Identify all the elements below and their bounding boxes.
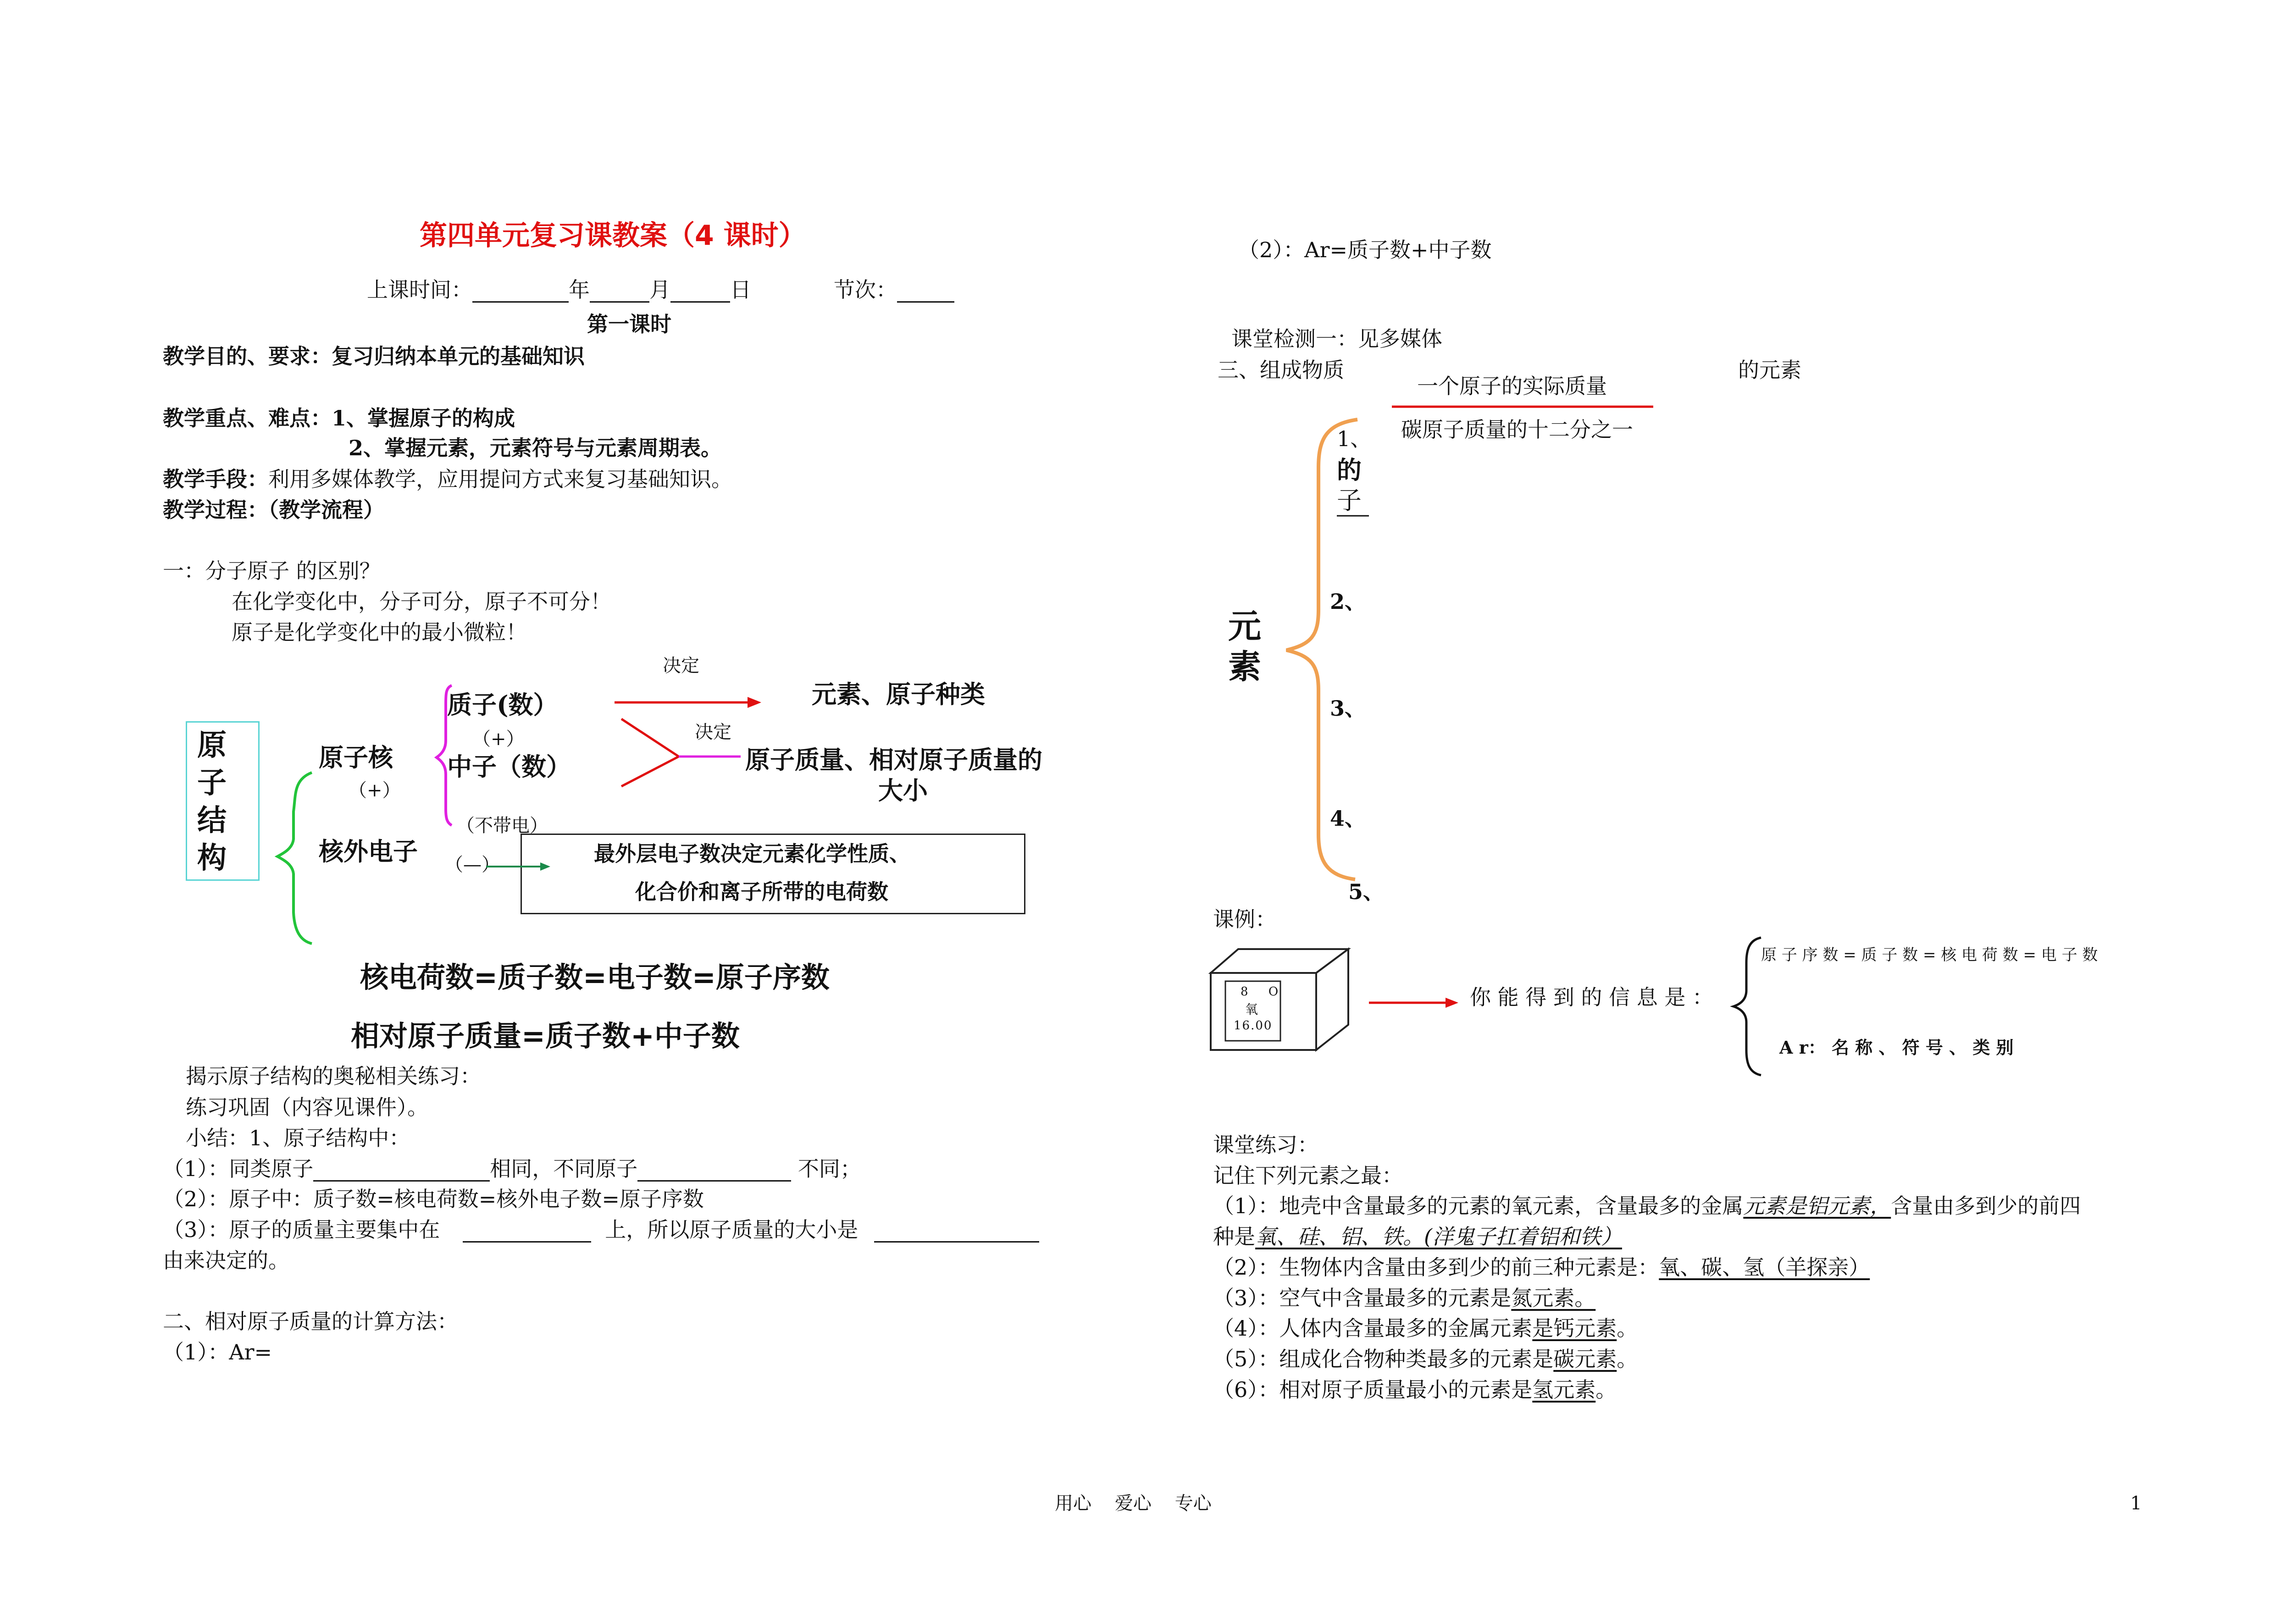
decide-label-1: 决定 — [663, 655, 699, 676]
element-item-4: 4、 — [1330, 806, 1366, 831]
class-time-label: 上课时间： — [367, 277, 472, 302]
key-points-1: 教学重点、难点：1、掌握原子的构成 — [163, 406, 515, 431]
formula-charge: 核电荷数=质子数=电子数=原子序数 — [360, 961, 830, 994]
element-item-1-de: 的 — [1337, 455, 1362, 485]
element-item-1-zi: 子 — [1337, 486, 1362, 515]
element-item-3: 3、 — [1330, 696, 1366, 721]
info-label: 你 能 得 到 的 信 息 是 ： — [1470, 985, 1713, 1010]
exercise-3: （3）：空气中含量最多的元素是氮元素。 — [1213, 1286, 1596, 1310]
page-number: 1 — [2130, 1493, 2142, 1514]
teaching-means-label: 教学手段： — [163, 467, 268, 492]
atom-structure-label: 原 子 结 构 — [197, 728, 227, 875]
example-label: 课例： — [1213, 907, 1276, 932]
key-points-2: 2、掌握元素，元素符号与元素周期表。 — [349, 436, 722, 460]
lesson-heading: 第一课时 — [587, 312, 671, 337]
exercise-intro: 记住下列元素之最： — [1213, 1163, 1403, 1188]
element-brace — [1286, 420, 1357, 879]
result-mass-line2: 大小 — [878, 776, 928, 805]
teaching-process: 教学过程：（教学流程） — [163, 497, 384, 522]
exercise-title: 课堂练习： — [1213, 1132, 1318, 1157]
day-label: 日 — [730, 277, 751, 302]
fraction-numerator: 一个原子的实际质量 — [1417, 374, 1607, 398]
exercise-1: （1）：地壳中含量最多的元素的氧元素，含量最多的金属元素是铝元素，含量由多到少的前四 — [1213, 1193, 2081, 1218]
summary-1: （1）：同类原子 相同，不同原子 不同； — [163, 1156, 861, 1181]
exercise-5: （5）：组成化合物种类最多的元素是碳元素。 — [1213, 1347, 1638, 1371]
result-mass-line1: 原子质量、相对原子质量的 — [745, 745, 1042, 774]
part3-heading-end: 的元素 — [1738, 358, 1801, 382]
month-label: 月 — [649, 277, 670, 302]
summary-heading: 小结：1、原子结构中： — [186, 1126, 410, 1150]
teaching-means-text: 利用多媒体教学，应用提问方式来复习基础知识。 — [268, 467, 732, 492]
proton-label: 质子(数） — [447, 690, 558, 719]
formula-mass: 相对原子质量=质子数+中子数 — [351, 1019, 740, 1053]
part1-answer-1: 在化学变化中，分子可分，原子不可分！ — [232, 589, 611, 614]
electron-charge: （—） — [445, 854, 500, 875]
nucleus-charge: （+） — [349, 780, 401, 801]
result-element-type: 元素、原子种类 — [812, 679, 985, 709]
element-card-number-symbol: 8 O — [1241, 985, 1287, 999]
part3-heading: 三、组成物质 — [1218, 358, 1344, 382]
element-card-name: 氧 — [1245, 1002, 1258, 1017]
exercise-4: （4）：人体内含量最多的金属元素是钙元素。 — [1213, 1316, 1638, 1341]
exercise-2: （2）：生物体内含量由多到少的前三种元素是：氧、碳、氢（羊探亲） — [1213, 1255, 1870, 1280]
part1-question: 一：分子原子 的区别？ — [163, 558, 381, 583]
summary-2: （2）：原子中：质子数=核电荷数=核外电子数=原子序数 — [163, 1187, 704, 1211]
element-item-2: 2、 — [1330, 589, 1366, 614]
exercise-6: （6）：相对原子质量最小的元素是氢元素。 — [1213, 1377, 1617, 1402]
outer-electron-line1: 最外层电子数决定元素化学性质、 — [594, 841, 910, 866]
outer-electron-line2: 化合价和离子所带的电荷数 — [635, 879, 888, 904]
class-check: 课堂检测一：见多媒体 — [1231, 326, 1442, 351]
teaching-goals: 教学目的、要求：复习归纳本单元的基础知识 — [163, 344, 585, 369]
exercise-1-cont: 种是氧、硅、铝、铁。(洋鬼子扛着铝和铁） — [1213, 1224, 1622, 1249]
arrow-info-head — [1446, 998, 1458, 1008]
neutron-label: 中子（数） — [447, 752, 571, 781]
electron-label: 核外电子 — [319, 837, 418, 866]
period-label: 节次： — [834, 277, 897, 302]
element-card-mass: 16.00 — [1234, 1019, 1273, 1033]
info-brace — [1734, 938, 1761, 1075]
page-title: 第四单元复习课教案（4 课时） — [420, 220, 806, 252]
proton-charge: （+） — [472, 729, 525, 750]
practice-consolidate: 练习巩固（内容见课件）。 — [186, 1095, 428, 1120]
element-item-1: 1、 — [1337, 426, 1372, 451]
nucleus-label: 原子核 — [319, 743, 393, 772]
neutron-charge: （不带电） — [456, 815, 548, 836]
year-label: 年 — [569, 277, 590, 302]
fraction-denominator: 碳原子质量的十二分之一 — [1401, 417, 1633, 442]
summary-3: （3）：原子的质量主要集中在 上，所以原子质量的大小是 — [163, 1217, 1039, 1243]
ar-formula-1: （1）：Ar= — [163, 1340, 272, 1364]
part1-answer-2: 原子是化学变化中的最小微粒！ — [232, 620, 527, 645]
element-label: 元 素 — [1228, 607, 1262, 686]
ar-formula-2: （2）：Ar=质子数+中子数 — [1238, 238, 1492, 262]
decide-label-2: 决定 — [695, 722, 731, 743]
practice-reveal: 揭示原子结构的奥秘相关练习： — [186, 1064, 481, 1088]
footer-text: 用心 爱心 专心 — [1055, 1493, 1212, 1514]
info-item-1: 原 子 序 数 = 质 子 数 = 核 电 荷 数 = 电 子 数 — [1761, 946, 2098, 964]
element-item-5: 5、 — [1348, 879, 1385, 904]
summary-3-cont: 由来决定的。 — [163, 1248, 289, 1273]
part2-heading: 二、相对原子质量的计算方法： — [163, 1309, 458, 1334]
info-item-2: A r： 名 称 、 符 号 、 类 别 — [1779, 1037, 2014, 1058]
